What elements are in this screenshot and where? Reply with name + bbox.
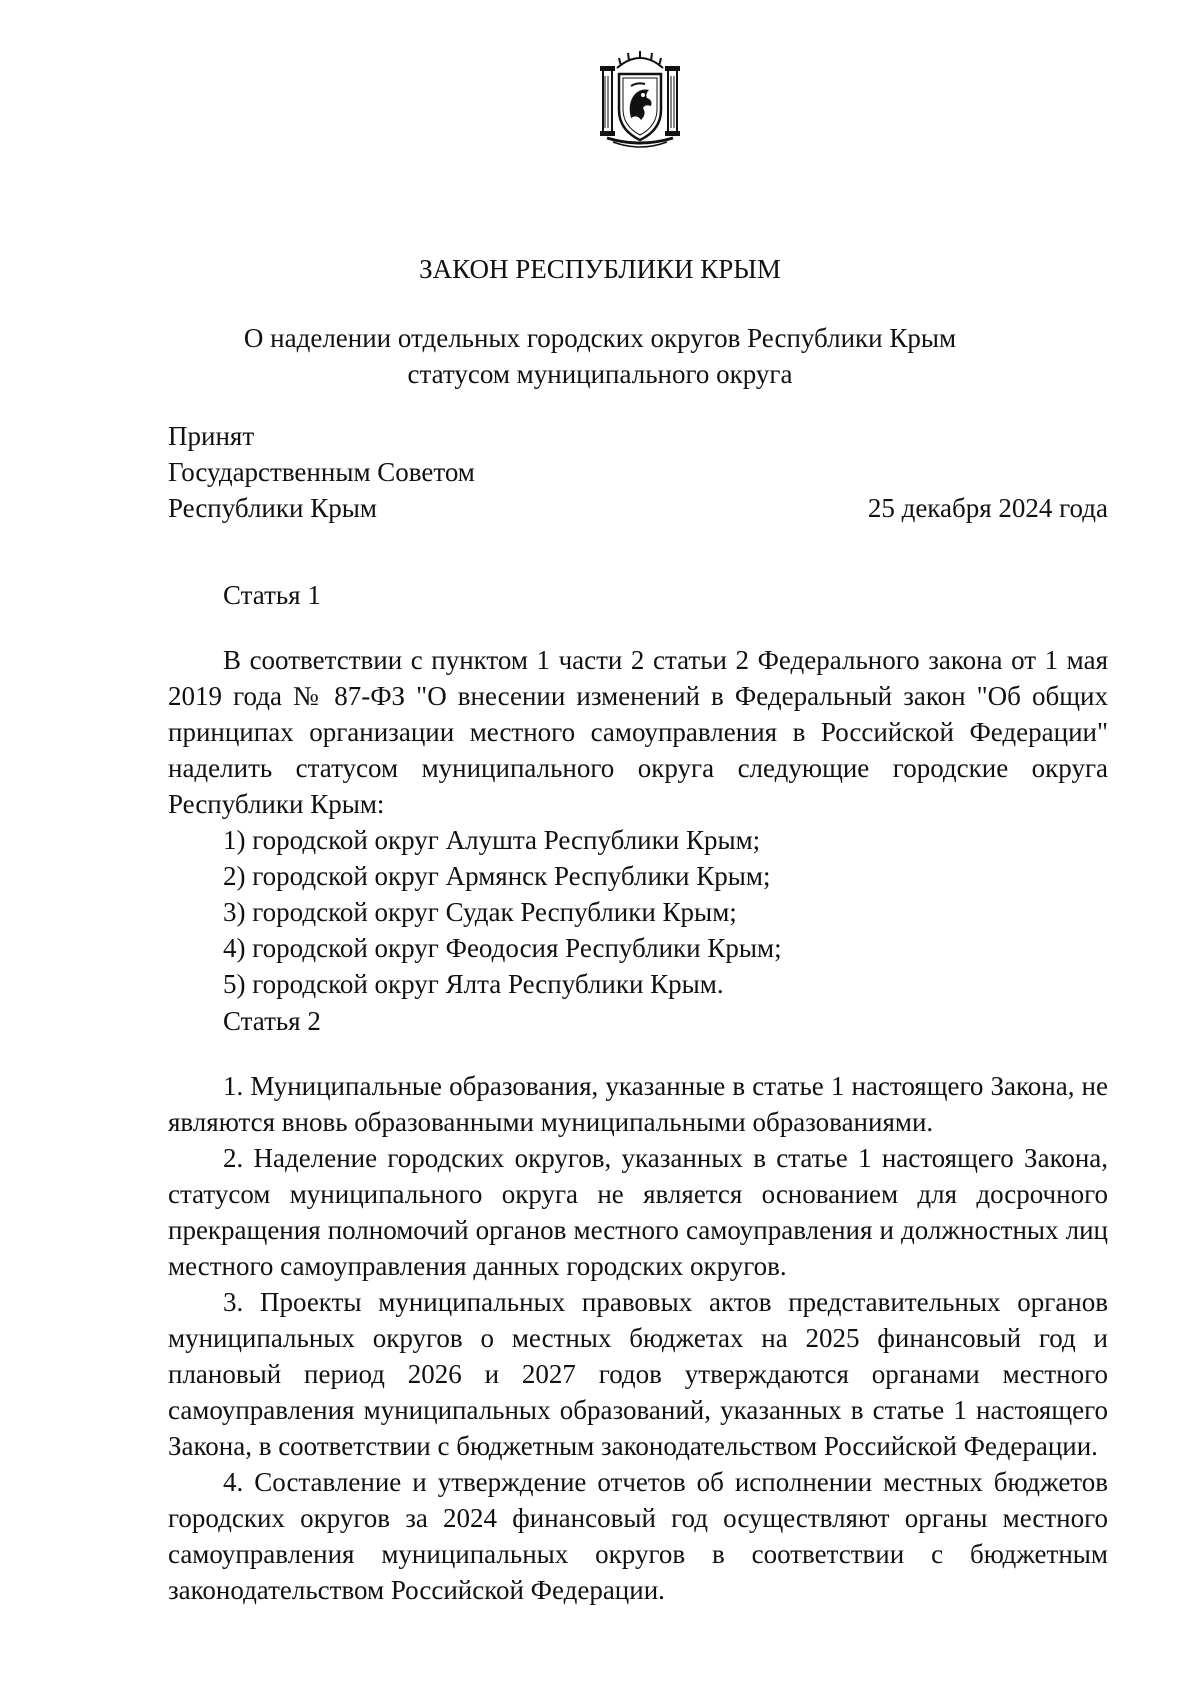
list-item: 1) городской округ Алушта Республики Крым; <box>223 825 761 855</box>
article-2-paragraph: 2. Наделение городских округов, указанных в статье 1 настоящего Закона, статусом муниципального округа не является основанием для досрочного прекращения полномочий органов местного самоуправления и должностных лиц местного самоуправления данных городских округов. <box>168 1143 1108 1281</box>
adoption-date: 25 декабря 2024 года <box>867 493 1108 523</box>
article-2-paragraph: 1. Муниципальные образования, указанные в статье 1 настоящего Закона, не являются вновь образованными муниципальными образованиями. <box>168 1071 1108 1137</box>
article-2-heading: Статья 2 <box>223 1006 321 1036</box>
adoption-block <box>168 418 1108 526</box>
document-subtitle <box>0 320 1200 392</box>
list-item: 5) городской округ Ялта Республики Крым. <box>223 969 724 999</box>
crimea-coat-of-arms-icon <box>597 48 683 150</box>
article-2-paragraph: 3. Проекты муниципальных правовых актов представительных органов муниципальных округов о местных бюджетах на 2025 финансовый год и плановый период 2026 и 2027 годов утверждаются органами местного самоуправления муниципальных образований, указанных в статье 1 настоящего Закона, в соответствии с бюджетным законодательством Российской Федерации. <box>168 1287 1108 1461</box>
list-item: 2) городской округ Армянск Республики Крым; <box>223 861 771 891</box>
article-2-paragraph: 4. Составление и утверждение отчетов об исполнении местных бюджетов городских округов за 2024 финансовый год осуществляют органы местного самоуправления муниципальных округов в соответствии с бюджетным законодательством Российской Федерации. <box>168 1467 1108 1605</box>
adoption-line: Принят <box>168 421 255 451</box>
list-item: 3) городской округ Судак Республики Крым; <box>223 897 737 927</box>
article-1-body <box>168 642 1108 1002</box>
subtitle-line: О наделении отдельных городских округов Республики Крым <box>243 323 957 353</box>
document-title: ЗАКОН РЕСПУБЛИКИ КРЫМ <box>419 254 781 284</box>
article-2-body <box>168 1068 1108 1608</box>
article-1-intro: В соответствии с пунктом 1 части 2 статьи 2 Федерального закона от 1 мая 2019 года № 87-ФЗ "О внесении изменений в Федеральный закон "Об общих принципах организации местного самоуправления в Российской Федерации" наделить статусом муниципального округа следующие городские округа Республики Крым: <box>168 645 1108 819</box>
article-1-heading: Статья 1 <box>223 580 321 610</box>
list-item: 4) городской округ Феодосия Республики Крым; <box>223 933 782 963</box>
adoption-line: Государственным Советом <box>168 457 475 487</box>
adoption-line: Республики Крым <box>168 493 377 523</box>
subtitle-line: статусом муниципального округа <box>407 359 793 389</box>
